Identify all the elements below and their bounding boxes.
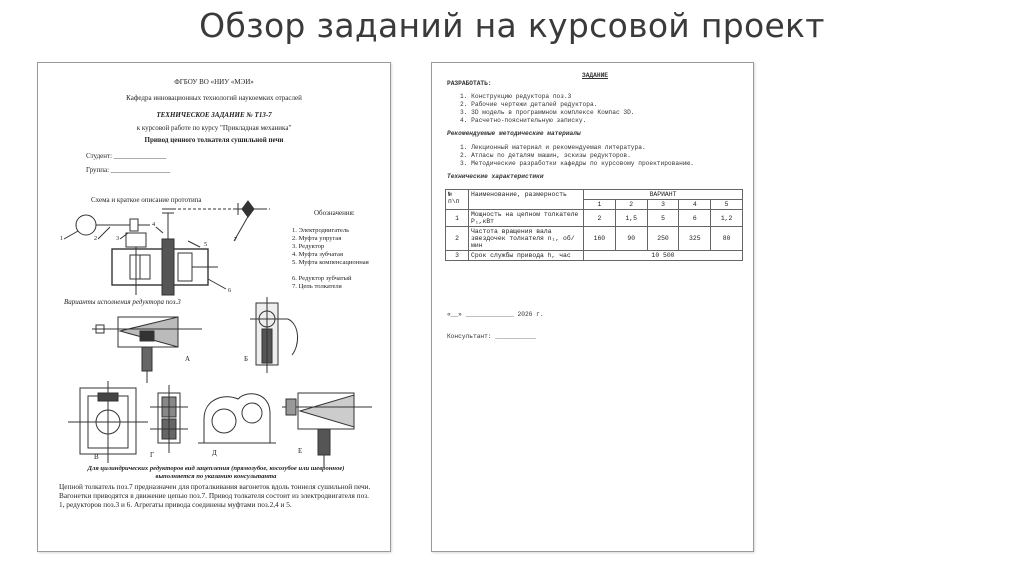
row-name: Срок службы привода h, час xyxy=(469,251,584,261)
develop-title: РАЗРАБОТАТЬ: xyxy=(447,80,492,87)
materials-title: Рекомендуемые методические материалы xyxy=(447,130,581,137)
legend-item: 7. Цепь толкателя xyxy=(292,283,342,290)
header-name: Наименование, размерность xyxy=(469,190,584,210)
tech-specs-table xyxy=(445,189,743,261)
row-no: 1 xyxy=(446,210,469,227)
row-value: 90 xyxy=(615,227,647,251)
variant-number: 5 xyxy=(711,200,743,210)
variant-number: 4 xyxy=(679,200,711,210)
slide-title: Обзор заданий на курсовой проект xyxy=(199,6,825,45)
scheme-number: 7 xyxy=(234,236,238,243)
row-value: 1,5 xyxy=(615,210,647,227)
reducer-note: Для цилиндрических редукторов вид зацепления (прямозубое, косозубое или шевронное) выполняется по указанию консультанта xyxy=(87,465,345,480)
date-line: «__» _____________ 2026 г. xyxy=(447,311,544,318)
variants-caption: Варианты исполнения редуктора поз.3 xyxy=(64,298,181,306)
row-value: 1,2 xyxy=(711,210,743,227)
variant-letter: Г xyxy=(150,451,155,459)
scheme-number: 4 xyxy=(152,221,156,228)
tech-title: Технические характеристики xyxy=(447,173,544,180)
row-name: Мощность на цепном толкателе P₁,кВт xyxy=(469,210,584,227)
scheme-number: 6 xyxy=(228,287,232,294)
row-value: 80 xyxy=(711,227,743,251)
prototype-description: Цепной толкатель поз.7 предназначен для проталкивания вагонеток вдоль тоннеля сушильной печи. Вагонетки приводятся в движение цепью поз.7. Привод толкателя состоит из электродвигателя поз. 1, редукторов поз.3 и 6. Агрегаты привода соединены муфтами поз.2,4 и 5. xyxy=(59,482,371,509)
variant-letter: В xyxy=(94,453,99,461)
scheme-number: 3 xyxy=(116,235,120,242)
header-no: № п\п xyxy=(446,190,469,210)
materials-item: 2. Атласы по деталям машин, эскизы редукторов. xyxy=(460,152,631,159)
legend-item: 1. Электродвигатель xyxy=(292,227,350,234)
variant-e-drawing xyxy=(282,393,372,467)
legend-item: 2. Муфта упругая xyxy=(292,235,342,242)
variant-number: 1 xyxy=(584,200,616,210)
course-line: к курсовой работе по курсу "Прикладная механика" xyxy=(136,124,292,132)
variant-g-drawing xyxy=(150,385,188,453)
legend-item: 3. Редуктор xyxy=(292,243,325,250)
table-header-row xyxy=(446,190,743,200)
variant-b-drawing xyxy=(250,297,298,373)
row-name: Частота вращения вала звездочек толкателя n₁, об/мин xyxy=(469,227,584,251)
develop-item: 2. Рабочие чертежи деталей редуктора. xyxy=(460,101,598,108)
row-value: 2 xyxy=(584,210,616,227)
motor-symbol xyxy=(76,215,96,235)
row-value: 250 xyxy=(647,227,679,251)
student-field: Студент: _______________ xyxy=(86,152,167,160)
variant-letter: А xyxy=(185,355,191,363)
coupling-symbol xyxy=(130,219,138,231)
variant-letter: Д xyxy=(212,449,217,457)
row-value: 160 xyxy=(584,227,616,251)
develop-item: 3. 3D модель в программном комплексе Компас 3D. xyxy=(460,109,635,116)
variant-a-drawing xyxy=(92,317,202,383)
materials-item: 3. Методические разработки кафедры по курсовому проектированию. xyxy=(460,160,694,167)
row-value: 5 xyxy=(647,210,679,227)
department-name: Кафедра инновационных технологий наукоемких отраслей xyxy=(126,94,302,102)
right-document-page xyxy=(431,62,754,552)
develop-item: 1. Конструкцию редуктора поз.3 xyxy=(460,93,572,100)
row-no: 3 xyxy=(446,251,469,261)
table-row xyxy=(446,227,743,251)
legend-item: 5. Муфта компенсационная xyxy=(292,259,369,266)
variant-letter: Е xyxy=(298,447,303,455)
project-topic: Привод ценного толкателя сушильной печи xyxy=(144,136,284,144)
legend-item: 4. Муфта зубчатая xyxy=(292,251,344,258)
row-value: 325 xyxy=(679,227,711,251)
scheme-caption: Схема и краткое описание прототипа xyxy=(91,196,202,204)
table-row xyxy=(446,251,743,261)
scheme-number: 2 xyxy=(94,235,98,242)
scheme-number: 5 xyxy=(204,241,208,248)
task-heading: ЗАДАНИЕ xyxy=(582,72,608,79)
header-variant: ВАРИАНТ xyxy=(584,190,743,200)
materials-item: 1. Лекционный материал и рекомендуемая литература. xyxy=(460,144,646,151)
consultant-line: Консультант: ___________ xyxy=(447,333,537,340)
legend-item: 6. Редуктор зубчатый xyxy=(292,275,352,282)
legend-title: Обозначения: xyxy=(314,209,355,217)
row-value: 6 xyxy=(679,210,711,227)
task-number: ТЕХНИЧЕСКОЕ ЗАДАНИЕ № Т13-7 xyxy=(156,111,272,119)
row-no: 2 xyxy=(446,227,469,251)
develop-item: 4. Расчетно-пояснительную записку. xyxy=(460,117,587,124)
row-merged-value: 10 500 xyxy=(584,251,743,261)
org-name: ФГБОУ ВО «НИУ «МЭИ» xyxy=(174,78,254,86)
variant-number: 3 xyxy=(647,200,679,210)
left-document-page xyxy=(37,62,391,552)
variant-d-drawing xyxy=(198,394,276,443)
group-field: Группа: _________________ xyxy=(86,166,171,174)
variant-v-drawing xyxy=(68,381,148,463)
table-row xyxy=(446,210,743,227)
scheme-number: 1 xyxy=(60,235,64,242)
variant-letter: Б xyxy=(244,355,249,363)
variant-number: 2 xyxy=(615,200,647,210)
